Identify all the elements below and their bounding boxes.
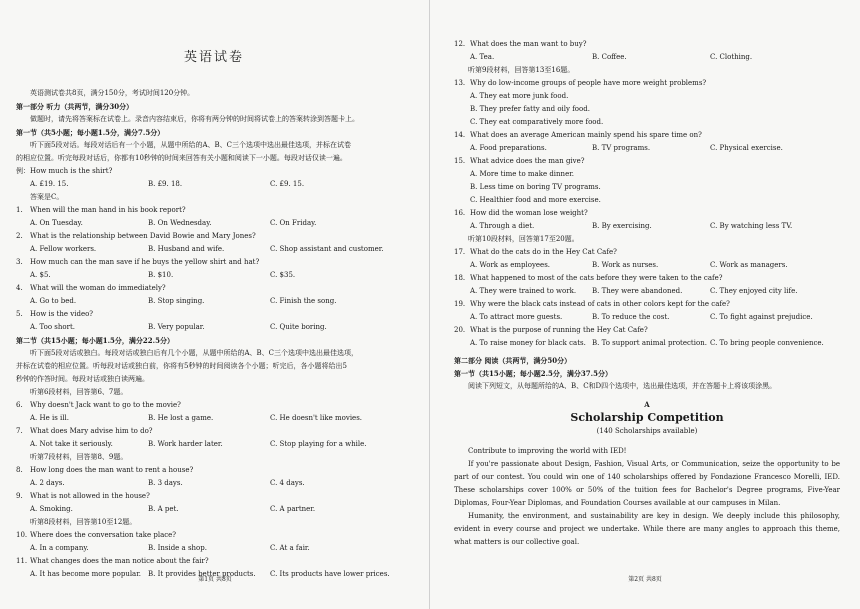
example-question: 例：How much is the shirt? bbox=[16, 167, 113, 175]
question bbox=[16, 282, 412, 295]
question-options bbox=[16, 243, 412, 256]
option: B. On Wednesday. bbox=[148, 219, 212, 227]
option: C. He doesn't like movies. bbox=[270, 414, 363, 422]
option: A. He is ill. bbox=[30, 414, 69, 422]
option: A. In a company. bbox=[30, 544, 89, 552]
material-note: 听第10段材料，回答第17至20题。 bbox=[468, 235, 579, 243]
option: B. It provides better products. bbox=[148, 570, 256, 578]
question-number: 2. bbox=[16, 232, 23, 240]
question bbox=[454, 324, 840, 337]
question-number: 5. bbox=[16, 310, 23, 318]
option: B. 3 days. bbox=[148, 479, 183, 487]
question-group bbox=[16, 399, 412, 451]
option: C. They enjoyed city life. bbox=[710, 287, 798, 295]
question-number: 8. bbox=[16, 466, 23, 474]
question-group bbox=[16, 464, 412, 516]
question-text: How much can the man save if he buys the yellow shirt and hat? bbox=[30, 258, 260, 266]
page-title: 英语试卷 bbox=[183, 50, 244, 65]
option: B. $10. bbox=[148, 271, 174, 279]
option: A. Work as employees. bbox=[470, 261, 551, 269]
question-text: Why do low-income groups of people have more weight problems? bbox=[470, 79, 707, 87]
question-number: 14. bbox=[454, 131, 466, 139]
question-text: Why doesn't Jack want to go to the movie? bbox=[30, 401, 181, 409]
option: A. To raise money for black cats. bbox=[470, 339, 586, 347]
option: C. 4 days. bbox=[270, 479, 305, 487]
question-text: How long does the man want to rent a house? bbox=[30, 466, 194, 474]
question-text: What changes does the man notice about the fair? bbox=[30, 557, 209, 565]
question-number: 6. bbox=[16, 401, 23, 409]
question-text: How did the woman lose weight? bbox=[470, 209, 588, 217]
question-text: What advice does the man give? bbox=[470, 157, 585, 165]
question bbox=[454, 207, 840, 220]
question bbox=[16, 399, 412, 412]
option: A. It has become more popular. bbox=[30, 570, 142, 578]
passage-paragraph: Contribute to improving the world with IED! bbox=[468, 447, 627, 455]
question bbox=[454, 246, 840, 259]
question bbox=[16, 204, 412, 217]
question-number: 7. bbox=[16, 427, 23, 435]
section1-instruction: 的相应位置。听完每段对话后，你都有10秒钟的时间来回答有关小题和阅读下一小题。每段对话仅读一遍。 bbox=[16, 154, 347, 162]
question-options bbox=[454, 285, 840, 298]
question-options bbox=[454, 90, 840, 129]
question-options bbox=[454, 311, 840, 324]
question bbox=[16, 529, 412, 542]
question bbox=[16, 256, 412, 269]
question bbox=[16, 230, 412, 243]
question bbox=[16, 308, 412, 321]
option: A. £19. 15. bbox=[30, 180, 69, 188]
question bbox=[454, 272, 840, 285]
option: B. TV programs. bbox=[592, 144, 651, 152]
question-options bbox=[16, 217, 412, 230]
section1-instruction: 听下面5段对话。每段对话后有一个小题，从题中所给的A、B、C三个选项中选出最佳选项，并标在试卷 bbox=[30, 141, 352, 149]
option: A. Fellow workers. bbox=[30, 245, 97, 253]
option: A. Through a diet. bbox=[470, 222, 535, 230]
intro-text: 英语测试卷共8页，满分150分，考试时间120分钟。 bbox=[30, 89, 195, 97]
option: C. Work as managers. bbox=[710, 261, 788, 269]
question-number: 4. bbox=[16, 284, 23, 292]
question-options bbox=[454, 168, 840, 207]
question-options bbox=[16, 269, 412, 282]
option: A. On Tuesday. bbox=[30, 219, 83, 227]
question-options bbox=[454, 51, 840, 64]
question-number: 18. bbox=[454, 274, 466, 282]
option: A. To attract more guests. bbox=[470, 313, 563, 321]
option: C. Shop assistant and customer. bbox=[270, 245, 384, 253]
section2-instruction: 听下面5段对话或独白。每段对话或独白后有几个小题，从题中所给的A、B、C三个选项中选出最佳选项， bbox=[30, 349, 359, 357]
material-note: 听第8段材料，回答第10至12题。 bbox=[30, 518, 137, 526]
passage-letter: A bbox=[644, 400, 650, 409]
option: C. To bring people convenience. bbox=[710, 339, 824, 347]
part2-section1-heading: 第一节（共15小题；每小题2.5分，满分37.5分） bbox=[454, 369, 612, 378]
question-group bbox=[454, 246, 840, 350]
question-options bbox=[16, 295, 412, 308]
question-options bbox=[454, 337, 840, 350]
question-text: Where does the conversation take place? bbox=[30, 531, 177, 539]
question-options bbox=[16, 438, 412, 451]
question-text: What is not allowed in the house? bbox=[30, 492, 150, 500]
option: A. Tea. bbox=[470, 53, 495, 61]
material-note: 听第6段材料，回答第6、7题。 bbox=[30, 388, 128, 396]
option: A. 2 days. bbox=[30, 479, 65, 487]
question bbox=[454, 155, 840, 168]
option: B. Work as nurses. bbox=[592, 261, 659, 269]
option: C. Finish the song. bbox=[270, 297, 337, 305]
question-group-section1 bbox=[16, 204, 412, 334]
option: A. Smoking. bbox=[30, 505, 73, 513]
passage-paragraph: Humanity, the environment, and sustainability are key in design. We deeply include this philosophy, evident in every course and project we undertake. While there are many angles to approach this theme, what matters is our collective goal. bbox=[454, 512, 840, 546]
option: C. They eat comparatively more food. bbox=[470, 118, 604, 126]
option: B. Very popular. bbox=[148, 323, 205, 331]
option: B. Work harder later. bbox=[148, 440, 223, 448]
option: B. Coffee. bbox=[592, 53, 627, 61]
question-text: What do the cats do in the Hey Cat Cafe? bbox=[470, 248, 617, 256]
option: C. Physical exercise. bbox=[710, 144, 783, 152]
question bbox=[16, 464, 412, 477]
option: A. Too short. bbox=[30, 323, 75, 331]
question-number: 1. bbox=[16, 206, 23, 214]
option: C. $35. bbox=[270, 271, 296, 279]
option: C. To fight against prejudice. bbox=[710, 313, 813, 321]
option: B. Less time on boring TV programs. bbox=[470, 183, 601, 191]
option: B. He lost a game. bbox=[148, 414, 214, 422]
question-options bbox=[16, 503, 412, 516]
section2-instruction: 秒钟的作答时间。每段对话或独白读两遍。 bbox=[16, 375, 149, 383]
option: B. They were abandoned. bbox=[592, 287, 683, 295]
question-options bbox=[16, 477, 412, 490]
question-text: What does the man want to buy? bbox=[470, 40, 587, 48]
option: C. On Friday. bbox=[270, 219, 317, 227]
option: C. £9. 15. bbox=[270, 180, 305, 188]
question-options bbox=[454, 220, 840, 233]
option: B. They prefer fatty and oily food. bbox=[470, 105, 590, 113]
question-number: 11. bbox=[16, 557, 28, 565]
option: C. Quite boring. bbox=[270, 323, 327, 331]
option: C. A partner. bbox=[270, 505, 316, 513]
option: C. Stop playing for a while. bbox=[270, 440, 367, 448]
question-text: What happened to most of the cats before they were taken to the cafe? bbox=[470, 274, 723, 282]
section2-instruction: 并标在试卷的相应位置。听每段对话或独白前，你将有5秒钟的时间阅读各个小题；听完后，各小题将给出5 bbox=[16, 362, 347, 370]
question-text: How is the video? bbox=[30, 310, 94, 318]
question-number: 15. bbox=[454, 157, 466, 165]
question-number: 9. bbox=[16, 492, 23, 500]
question bbox=[16, 425, 412, 438]
question-options bbox=[16, 412, 412, 425]
option: C. Clothing. bbox=[710, 53, 753, 61]
option: B. Inside a shop. bbox=[148, 544, 207, 552]
option: C. By watching less TV. bbox=[710, 222, 793, 230]
question bbox=[16, 490, 412, 503]
question-number: 10. bbox=[16, 531, 28, 539]
question-text: What is the purpose of running the Hey Cat Cafe? bbox=[470, 326, 648, 334]
option: C. Its products have lower prices. bbox=[270, 570, 390, 578]
option: A. Food preparations. bbox=[470, 144, 547, 152]
part2-instruction: 阅读下列短文，从每题所给的A、B、C和D四个选项中，选出最佳选项，并在答题卡上将该项涂黑。 bbox=[468, 382, 777, 390]
option: B. To support animal protection. bbox=[592, 339, 707, 347]
section2-heading: 第二节（共15小题；每小题1.5分，满分22.5分） bbox=[16, 336, 174, 345]
option: A. They were trained to work. bbox=[470, 287, 577, 295]
question-text: When will the man hand in his book report? bbox=[30, 206, 186, 214]
page-footer: 第1页 共8页 bbox=[198, 576, 232, 583]
option: C. Healthier food and more exercise. bbox=[470, 196, 601, 204]
question-text: What will the woman do immediately? bbox=[30, 284, 166, 292]
question-text: Why were the black cats instead of cats in other colors kept for the cafe? bbox=[470, 300, 730, 308]
question-options bbox=[16, 542, 412, 555]
question-number: 12. bbox=[454, 40, 466, 48]
option: A. Not take it seriously. bbox=[30, 440, 113, 448]
question bbox=[454, 298, 840, 311]
page-2 bbox=[430, 0, 860, 609]
question-number: 19. bbox=[454, 300, 466, 308]
question bbox=[16, 555, 412, 568]
option: B. Husband and wife. bbox=[148, 245, 225, 253]
option: A. $5. bbox=[30, 271, 51, 279]
passage-title: Scholarship Competition bbox=[570, 411, 724, 424]
part1-heading: 第一部分 听力（共两节，满分30分） bbox=[16, 102, 134, 111]
option: C. At a fair. bbox=[270, 544, 310, 552]
option: A. More time to make dinner. bbox=[470, 170, 575, 178]
material-note: 听第9段材料，回答第13至16题。 bbox=[468, 66, 575, 74]
option: A. They eat more junk food. bbox=[470, 92, 569, 100]
option: B. £9. 18. bbox=[148, 180, 183, 188]
section1-heading: 第一节（共5小题；每小题1.5分，满分7.5分） bbox=[16, 128, 165, 137]
material-note: 听第7段材料，回答第8、9题。 bbox=[30, 453, 128, 461]
question-number: 17. bbox=[454, 248, 466, 256]
option: B. Stop singing. bbox=[148, 297, 205, 305]
question-text: What is the relationship between David Bowie and Mary Jones? bbox=[30, 232, 256, 240]
passage-paragraph: If you're passionate about Design, Fashion, Visual Arts, or Communication, seize the opportunity to be part of our contest. You could win one of 140 scholarships offered by Fondazione Francesco Morelli, IED. These scholarships cover 100% or 50% of the tuition fees for Bachelor's Degree programs, Five-Year Diplomas, Four-Year Diplomas, and Foundation Courses available at our campuses in Milan. bbox=[454, 460, 840, 507]
question bbox=[454, 77, 840, 90]
option: B. A pet. bbox=[148, 505, 179, 513]
question-options bbox=[454, 259, 840, 272]
example-answer: 答案是C。 bbox=[30, 193, 64, 201]
option: A. Go to bed. bbox=[30, 297, 77, 305]
question-text: What does an average American mainly spend his spare time on? bbox=[470, 131, 702, 139]
question bbox=[454, 38, 840, 51]
question-number: 3. bbox=[16, 258, 23, 266]
option: B. To reduce the cost. bbox=[592, 313, 670, 321]
option: B. By exercising. bbox=[592, 222, 652, 230]
question-options bbox=[16, 321, 412, 334]
question bbox=[454, 129, 840, 142]
question-text: What does Mary advise him to do? bbox=[30, 427, 153, 435]
part2-heading: 第二部分 阅读（共两节，满分50分） bbox=[454, 356, 572, 365]
passage-subtitle: (140 Scholarships available) bbox=[596, 427, 698, 435]
page-footer: 第2页 共8页 bbox=[628, 576, 662, 583]
question-number: 16. bbox=[454, 209, 466, 217]
part1-instruction: 做题时，请先将答案标在试卷上。录音内容结束后，你将有两分钟的时间将试卷上的答案转涂到答题卡上。 bbox=[30, 115, 359, 123]
question-number: 20. bbox=[454, 326, 466, 334]
question-number: 13. bbox=[454, 79, 466, 87]
example-options bbox=[16, 178, 412, 191]
question-options bbox=[454, 142, 840, 155]
